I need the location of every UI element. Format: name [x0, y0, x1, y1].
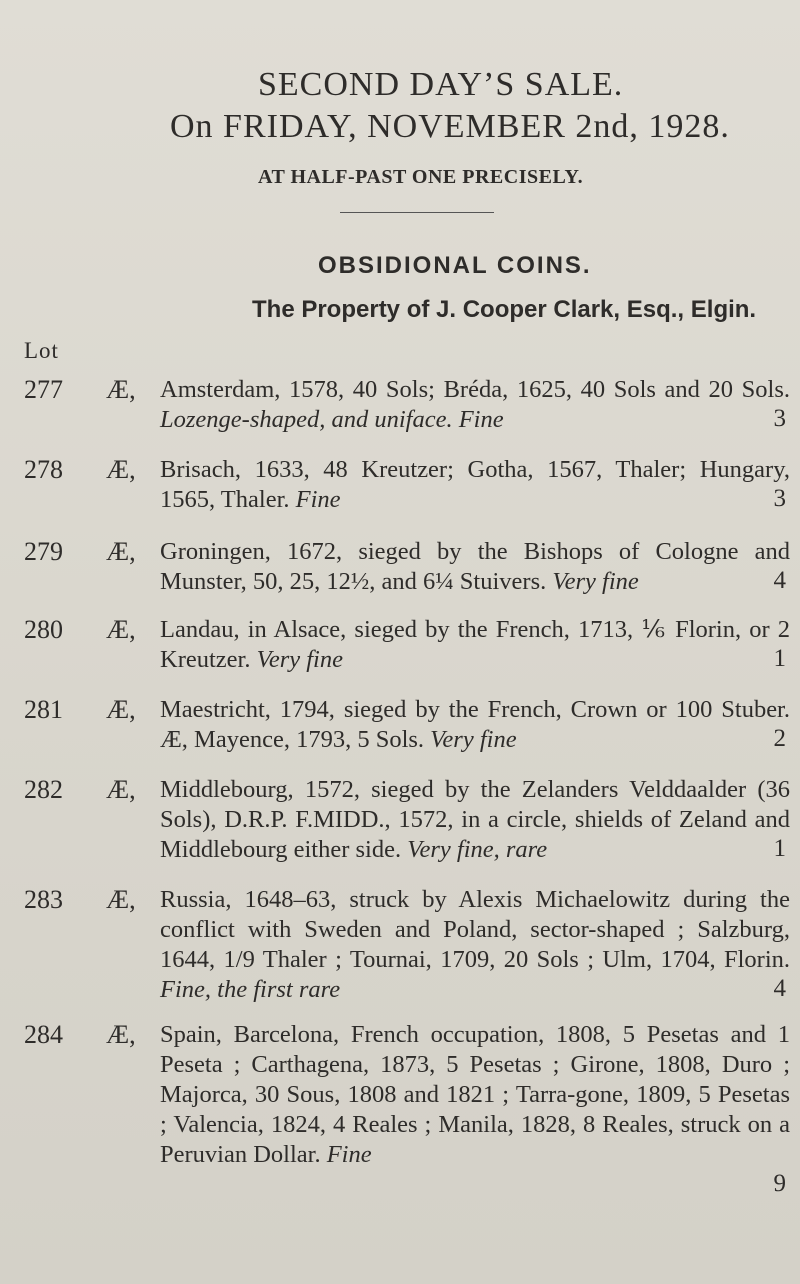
lot-number: 283 [24, 885, 63, 914]
lot-description [160, 615, 790, 675]
lot-number: 281 [24, 695, 63, 724]
lot-grade: Very fine, rare [407, 836, 548, 863]
lot-description [160, 695, 790, 755]
lot-text: Groningen, 1672, sieged by the Bishops of Cologne and Munster, 50, 25, 12½, and 6¼ Stuivers. [160, 538, 790, 595]
sale-title: SECOND DAY’S SALE. [258, 66, 624, 103]
section-title: OBSIDIONAL COINS. [318, 252, 592, 279]
lot-description [160, 1020, 790, 1170]
lot-number: 279 [24, 537, 63, 566]
lot-description [160, 375, 790, 435]
lot-grade: Fine [326, 1141, 372, 1168]
lot-description [160, 455, 790, 515]
lot-text: Maestricht, 1794, sieged by the French, Crown or 100 Stuber. Æ, Mayence, 1793, 5 Sols. [160, 696, 790, 753]
lot-grade: Fine, the first rare [160, 976, 341, 1003]
lot-number: 277 [24, 375, 63, 404]
lot-metal: Æ, [106, 375, 136, 404]
lot-grade: Lozenge-shaped, and uniface. Fine [160, 406, 504, 433]
lot-metal: Æ, [106, 455, 136, 484]
lot-quantity: 2 [773, 725, 786, 752]
lot-number: 282 [24, 775, 63, 804]
lot-number: 284 [24, 1020, 63, 1049]
lot-quantity: 3 [773, 405, 786, 432]
sale-date: On FRIDAY, NOVEMBER 2nd, 1928. [170, 108, 730, 145]
lot-column-label: Lot [24, 338, 59, 363]
lot-grade: Very fine [256, 646, 343, 673]
lot-quantity: 4 [773, 567, 786, 594]
lot-grade: Very fine [552, 568, 639, 595]
sale-time: AT HALF-PAST ONE PRECISELY. [258, 166, 584, 188]
lot-quantity: 1 [773, 835, 786, 862]
property-line: The Property of J. Cooper Clark, Esq., Elgin. [252, 296, 757, 323]
lot-metal: Æ, [106, 885, 136, 914]
lot-description [160, 537, 790, 597]
lot-metal: Æ, [106, 775, 136, 804]
lot-quantity: 3 [773, 485, 786, 512]
lot-grade: Very fine [430, 726, 517, 753]
lot-text: Russia, 1648–63, struck by Alexis Michaelowitz during the conflict with Sweden and Poland, sector-shaped ; Salzburg, 1644, 1/9 Thaler ; Tournai, 1709, 20 Sols ; Ulm, 1704, Florin. [160, 886, 790, 973]
lot-metal: Æ, [106, 695, 136, 724]
lot-metal: Æ, [106, 1020, 136, 1049]
lot-text: Brisach, 1633, 48 Kreutzer; Gotha, 1567, Thaler; Hungary, 1565, Thaler. [160, 456, 790, 513]
divider [340, 212, 494, 213]
lot-metal: Æ, [106, 615, 136, 644]
lot-number: 280 [24, 615, 63, 644]
lot-number: 278 [24, 455, 63, 484]
lot-description [160, 775, 790, 865]
lot-text: Amsterdam, 1578, 40 Sols; Bréda, 1625, 40 Sols and 20 Sols. [160, 376, 790, 403]
lot-text: Landau, in Alsace, sieged by the French, 1713, ⅙ Florin, or 2 Kreutzer. [160, 616, 790, 673]
lot-description [160, 885, 790, 1005]
lot-text: Middlebourg, 1572, sieged by the Zelanders Velddaalder (36 Sols), D.R.P. F.MIDD., 1572, in a circle, shields of Zeland and Middlebourg either side. [160, 776, 790, 863]
lot-quantity: 9 [773, 1170, 786, 1197]
lot-quantity: 4 [773, 975, 786, 1002]
lot-metal: Æ, [106, 537, 136, 566]
lot-grade: Fine [295, 486, 341, 513]
lot-quantity: 1 [773, 645, 786, 672]
lot-text: Spain, Barcelona, French occupation, 1808, 5 Pesetas and 1 Peseta ; Carthagena, 1873, 5 Pesetas ; Girone, 1808, Duro ; Majorca, 30 Sous, 1808 and 1821 ; Tarra-gone, 1809, 5 Pesetas ; Valencia, 1824, 4 Reales ; Manila, 1828, 8 Reales, struck on a Peruvian Dollar. [160, 1021, 790, 1168]
